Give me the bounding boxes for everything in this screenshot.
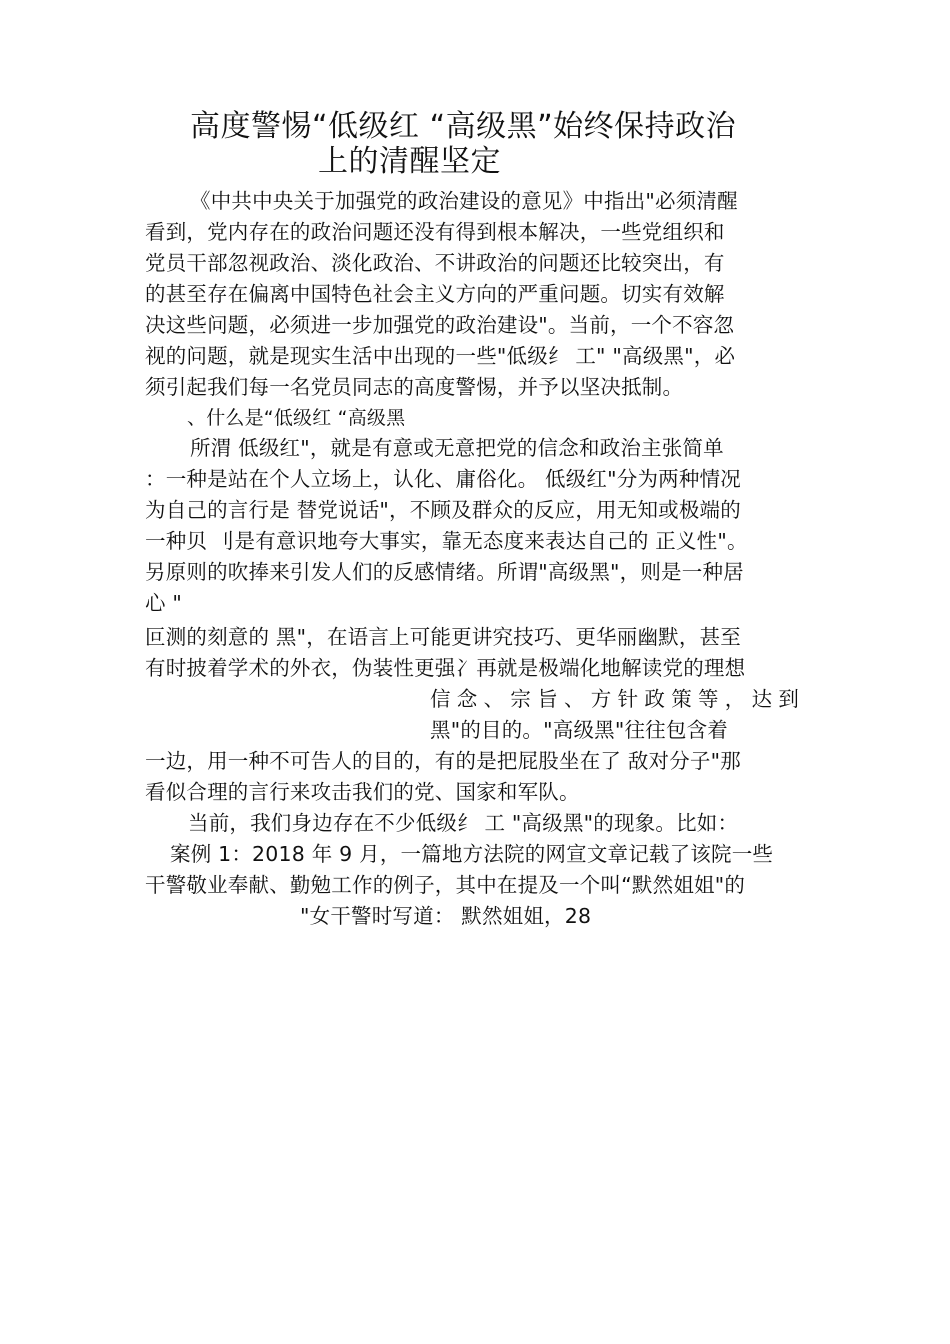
body-line: 为自己的言行是 替党说话"，不顾及群众的反应，用无知或极端的 — [145, 498, 741, 522]
body-line: 干警敬业奉献、勤勉工作的例子，其中在提及一个叫“默然姐姐"的 — [145, 873, 746, 897]
body-line: 黑"的目的。"高级黑"往往包含着 — [430, 718, 728, 742]
body-line: 视的问题，就是现实生活中出现的一些"低级纟 工" "高级黑"，必 — [145, 344, 736, 368]
body-line: 决这些问题，必须进一步加强党的政治建设"。当前，一个不容忽 — [145, 313, 735, 337]
body-line: 案例 1：2018 年 9 月，一篇地方法院的网宣文章记载了该院一些 — [170, 842, 774, 866]
section-heading: 、什么是“低级红 “高级黑 — [187, 407, 406, 429]
body-line: 的甚至存在偏离中国特色社会主义方向的严重问题。切实有效解 — [145, 282, 725, 306]
body-line: 一种贝 刂是有意识地夸大事实，靠无态度来表达自己的 正义性"。 — [145, 529, 748, 553]
body-line: 心 " — [145, 591, 183, 615]
body-line: 须引起我们每一名党员同志的高度警惕，并予以坚决抵制。 — [145, 375, 684, 399]
body-line: 叵测的刻意的 黑"，在语言上可能更讲究技巧、更华丽幽默，甚至 — [145, 625, 741, 649]
body-line: 所渭 低级红"，就是有意或无意把党的信念和政治主张简单 — [190, 436, 724, 460]
document-title-line-2: 上的清醒坚定 — [318, 144, 501, 179]
body-line: 信念、宗旨、方针政策等，达到 — [430, 687, 806, 711]
body-line: "女干警时写道： 默然姐姐，28 — [300, 904, 592, 928]
body-line: ：一种是站在个人立场上，认化、庸俗化。 低级红"分为两种情况 — [145, 467, 741, 491]
body-line: 有时披着学术的外衣，伪装性更强冫再就是极端化地解读党的理想 — [145, 656, 746, 680]
body-line: 看似合理的言行来攻击我们的党、国家和军队。 — [145, 780, 580, 804]
body-line: 当前，我们身边存在不少低级纟 工 "高级黑"的现象。比如： — [188, 811, 739, 835]
body-line: 另原则的吹捧来引发人们的反感情绪。所谓"高级黑"，则是一种居 — [145, 560, 744, 584]
body-line: 一边，用一种不可告人的目的，有的是把屁股坐在了 敌对分子"那 — [145, 749, 741, 773]
document-title-line-1: 高度警惕“低级红 “高级黑”始终保持政治 — [190, 109, 737, 144]
body-line: 《中共中央关于加强党的政治建设的意见》中指出"必须清醒 — [190, 189, 738, 213]
body-line: 看到，党内存在的政治问题还没有得到根本解决，一些党组织和 — [145, 220, 725, 244]
body-line: 党员干部忽视政治、淡化政治、不讲政治的问题还比较突出，有 — [145, 251, 725, 275]
